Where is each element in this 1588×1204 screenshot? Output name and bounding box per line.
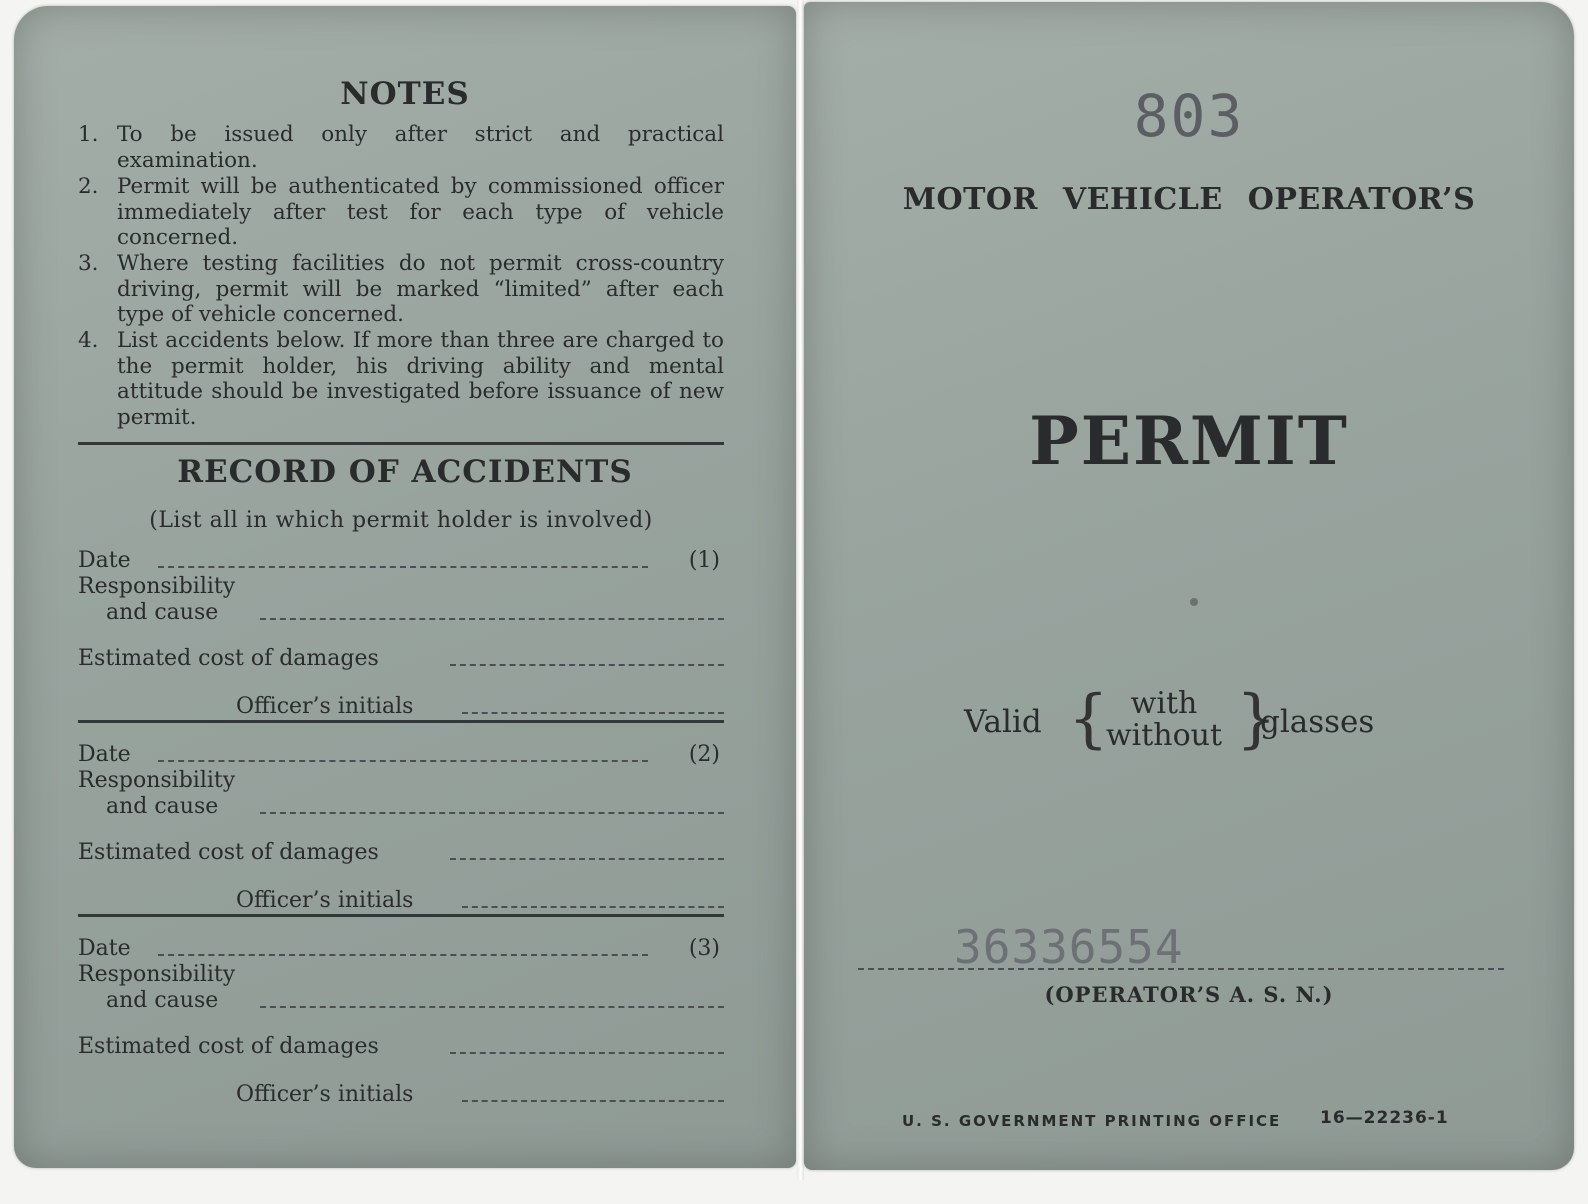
divider — [78, 442, 724, 445]
record-title: RECORD OF ACCIDENTS — [177, 454, 633, 490]
record-index: (3) — [688, 936, 720, 961]
note-number: 2. — [78, 174, 99, 199]
printer-imprint: U. S. GOVERNMENT PRINTING OFFICE — [902, 1112, 1282, 1130]
accident-record-2 — [78, 742, 724, 932]
cost-field[interactable] — [450, 1052, 724, 1054]
cause-label: and cause — [106, 794, 219, 819]
initials-field[interactable] — [462, 1100, 724, 1102]
cause-field[interactable] — [260, 618, 724, 620]
left-card-accident-record — [14, 6, 796, 1168]
responsibility-label: Responsibility — [78, 768, 236, 793]
date-label: Date — [78, 742, 131, 767]
valid-label: Valid — [964, 704, 1042, 740]
note-item — [78, 328, 724, 430]
record-subtitle: (List all in which permit holder is involved) — [149, 508, 653, 533]
initials-label: Officer’s initials — [236, 888, 414, 913]
note-number: 3. — [78, 251, 99, 276]
note-item — [78, 122, 724, 173]
with-without-options — [1094, 688, 1234, 752]
accident-record-1 — [78, 548, 724, 738]
initials-field[interactable] — [462, 712, 724, 714]
form-number: 16—22236-1 — [1320, 1108, 1449, 1128]
divider — [78, 914, 724, 917]
without-option[interactable]: without — [1105, 718, 1223, 753]
date-field[interactable] — [158, 566, 648, 568]
cause-label: and cause — [106, 988, 219, 1013]
cost-label: Estimated cost of damages — [78, 840, 379, 865]
cause-label: and cause — [106, 600, 219, 625]
cost-label: Estimated cost of damages — [78, 646, 379, 671]
note-text: To be issued only after strict and practical examination. — [117, 122, 724, 173]
note-item — [78, 251, 724, 328]
asn-field[interactable] — [858, 968, 1504, 970]
stamped-serial-number: 803 — [1133, 82, 1245, 150]
cost-label: Estimated cost of damages — [78, 1034, 379, 1059]
record-index: (1) — [688, 548, 720, 573]
card-fold-gap — [797, 0, 804, 1180]
initials-label: Officer’s initials — [236, 694, 414, 719]
divider — [78, 720, 724, 723]
cause-field[interactable] — [260, 812, 724, 814]
glasses-label: glasses — [1260, 704, 1375, 740]
date-field[interactable] — [158, 760, 648, 762]
note-text: Where testing facilities do not permit cross-country driving, permit will be marked “limited” after each type of vehicle concerned. — [117, 251, 724, 327]
right-card-permit-cover — [804, 2, 1574, 1170]
permit-title: PERMIT — [1029, 402, 1349, 480]
permit-header: MOTOR VEHICLE OPERATOR’S — [902, 182, 1476, 217]
date-field[interactable] — [158, 954, 648, 956]
note-item — [78, 174, 724, 251]
cost-field[interactable] — [450, 858, 724, 860]
note-text: Permit will be authenticated by commissioned officer immediately after test for each type of vehicle concerned. — [117, 174, 724, 250]
initials-label: Officer’s initials — [236, 1082, 414, 1107]
notes-title: NOTES — [340, 76, 470, 112]
record-index: (2) — [688, 742, 720, 767]
operator-asn-number: 36336554 — [954, 920, 1184, 974]
note-text: List accidents below. If more than three are charged to the permit holder, his driving ability and mental attitude should be investigated before issuance of new permit. — [117, 328, 724, 430]
accident-record-3 — [78, 936, 724, 1126]
initials-field[interactable] — [462, 906, 724, 908]
with-option[interactable]: with — [1130, 686, 1198, 721]
glasses-validity — [804, 682, 1574, 762]
date-label: Date — [78, 548, 131, 573]
left-brace-icon: { — [1068, 682, 1109, 756]
cause-field[interactable] — [260, 1006, 724, 1008]
cost-field[interactable] — [450, 664, 724, 666]
responsibility-label: Responsibility — [78, 962, 236, 987]
note-number: 4. — [78, 328, 99, 353]
pin-hole — [1190, 598, 1198, 606]
note-number: 1. — [78, 122, 99, 147]
right-brace-icon: } — [1236, 682, 1277, 756]
date-label: Date — [78, 936, 131, 961]
responsibility-label: Responsibility — [78, 574, 236, 599]
asn-label: (OPERATOR’S A. S. N.) — [1044, 982, 1334, 1007]
